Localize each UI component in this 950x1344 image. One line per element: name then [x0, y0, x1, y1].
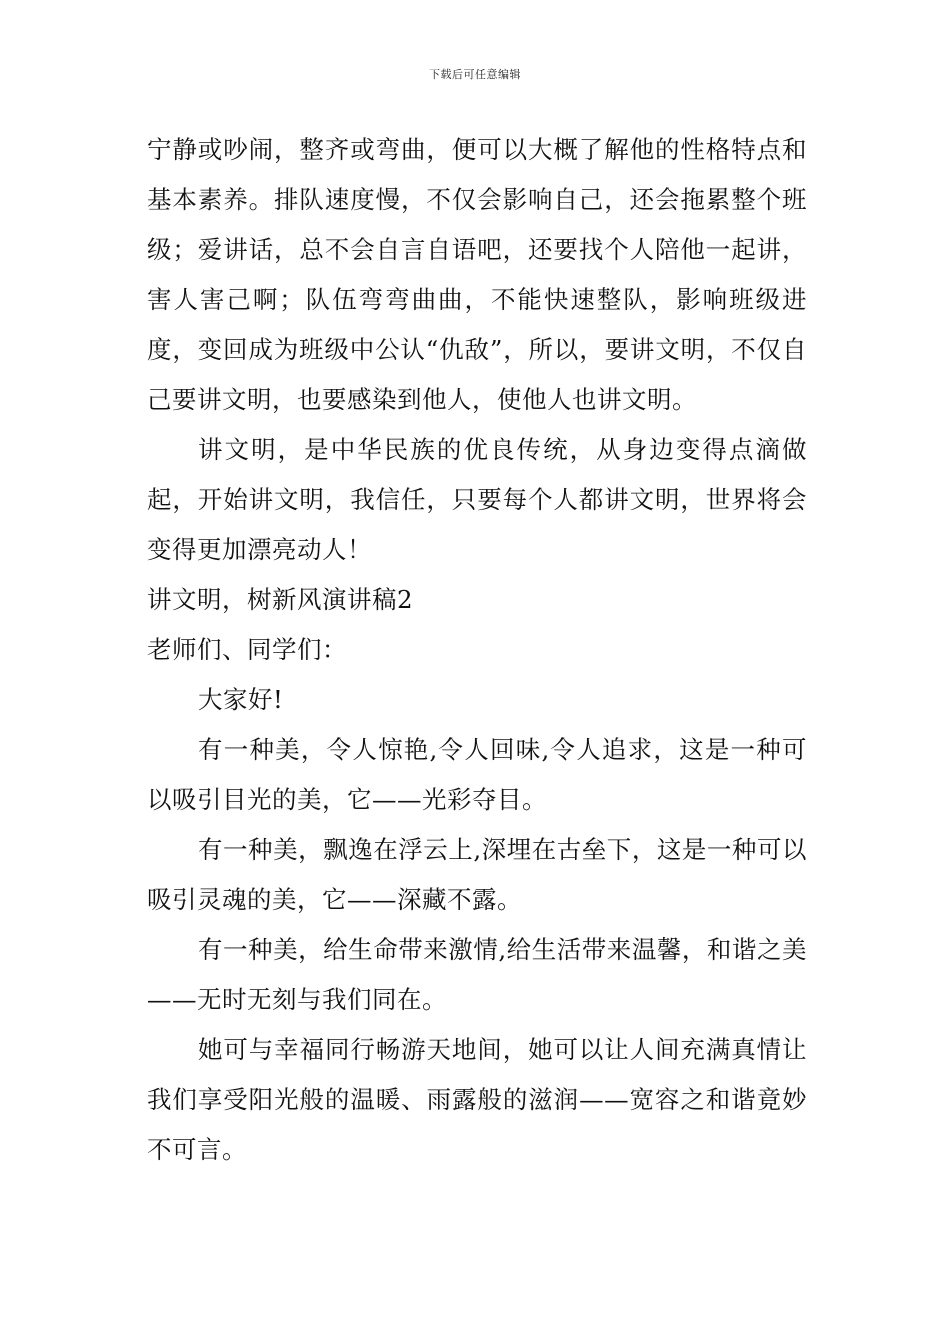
- paragraph-harmony: 她可与幸福同行畅游天地间，她可以让人间充满真情让我们享受阳光般的温暖、雨露般的滋润——宽容之和谐竟妙不可言。: [147, 1035, 807, 1164]
- salutation: 老师们、同学们：: [147, 635, 347, 664]
- header-note: 下载后可任意编辑: [429, 68, 521, 81]
- document-body: [147, 125, 807, 1175]
- speech-title: 讲文明，树新风演讲稿2: [147, 585, 414, 614]
- paragraph-continuation: 宁静或吵闹，整齐或弯曲，便可以大概了解他的性格特点和基本素养。排队速度慢，不仅会影响自己，还会拖累整个班级；爱讲话，总不会自言自语吧，还要找个人陪他一起讲，害人害己啊；队伍弯弯曲曲，不能快速整队，影响班级进度，变回成为班级中公认“仇敌”，所以，要讲文明，不仅自己要讲文明，也要感染到他人，使他人也讲文明。: [147, 135, 807, 414]
- paragraph-beauty-2: 有一种美，飘逸在浮云上,深埋在古垒下，这是一种可以吸引灵魂的美，它——深藏不露。: [147, 835, 807, 914]
- paragraph-conclusion: 讲文明，是中华民族的优良传统，从身边变得点滴做起，开始讲文明，我信任，只要每个人都讲文明，世界将会变得更加漂亮动人！: [147, 435, 807, 564]
- paragraph-beauty-3: 有一种美，给生命带来激情,给生活带来温馨，和谐之美——无时无刻与我们同在。: [147, 935, 807, 1014]
- paragraph-beauty-1: 有一种美，令人惊艳,令人回味,令人追求，这是一种可以吸引目光的美，它——光彩夺目。: [147, 735, 807, 814]
- greeting: 大家好!: [198, 685, 284, 714]
